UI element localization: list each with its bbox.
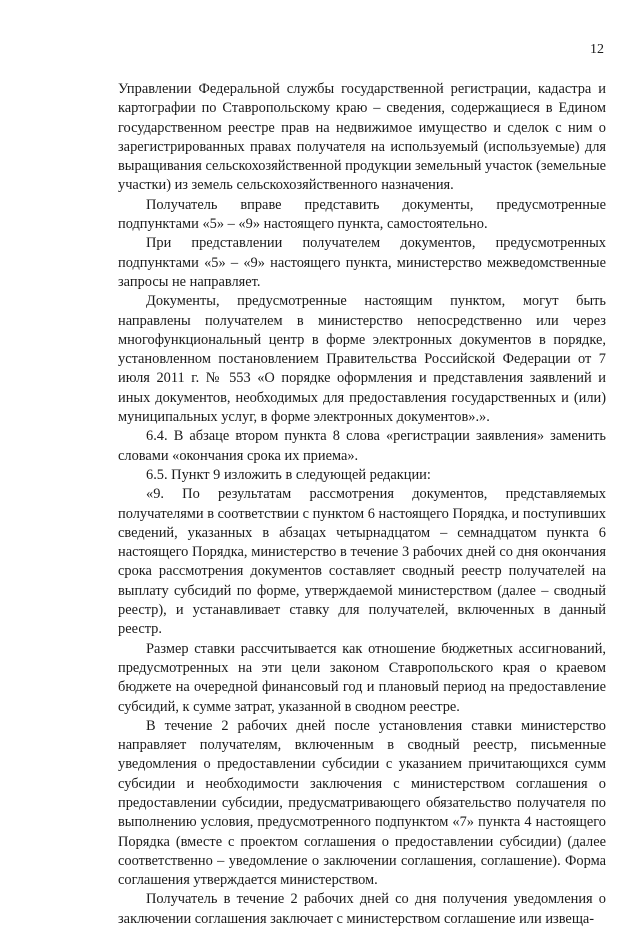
paragraph: Управлении Федеральной службы государственной регистрации, кадастра и картографии по Ставропольскому краю – сведения, содержащиеся в Едином государственном реестре прав на недвижимое имущество и сделок с ним о зарегистрированных правах получателя на используемый (используемые) для выращивания сельскохозяйственной продукции земельный участок (земельные участки) из земель сельскохозяйственного назначения.	[118, 81, 606, 194]
paragraph: Документы, предусмотренные настоящим пунктом, могут быть направлены получателем в министерство непосредственно или через многофункциональный центр в форме электронных документов в порядке, установленном постановлением Правительства Российской Федерации от 7 июля 2011 г. № 553 «О порядке оформления и представления заявлений и иных документов, необходимых для предоставления государственных и (или) муниципальных услуг, в форме электронных документов».».	[118, 293, 606, 426]
paragraph: В течение 2 рабочих дней после установления ставки министерство направляет получателям, включенным в сводный реестр, письменные уведомления о предоставлении субсидии с указанием причитающихся сумм субсидии и необходимости заключения с министерством соглашения о предоставлении субсидии, предусматривающего обязательство получателя по выполнению условия, предусмотренного подпунктом «7» пункта 4 настоящего Порядка (вместе с проектом соглашения о предоставлении субсидии) (далее соответственно – уведомление о заключении соглашения, соглашение). Форма соглашения утверждается министерством.	[118, 717, 606, 889]
paragraph: Размер ставки рассчитывается как отношение бюджетных ассигнований, предусмотренных на эти цели законом Ставропольского края о краевом бюджете на очередной финансовый год и плановый период на предоставление субсидий, к сумме затрат, указанной в сводном реестре.	[118, 640, 606, 715]
paragraph: 6.4. В абзаце втором пункта 8 слова «регистрации заявления» заменить словами «окончания срока их приема».	[118, 428, 606, 464]
paragraph: 6.5. Пункт 9 изложить в следующей редакции:	[146, 466, 431, 483]
paragraph: При представлении получателем документов, предусмотренных подпунктами «5» – «9» настоящего пункта, министерство межведомственные запросы не направляет.	[118, 235, 606, 290]
page-number: 12	[590, 42, 604, 57]
paragraph: «9. По результатам рассмотрения документов, представляемых получателями в соответствии с пунктом 6 настоящего Порядка, и поступивших сведений, указанных в абзацах четырнадцатом – семнадцатом пункта 6 настоящего Порядка, министерство в течение 3 рабочих дней со дня окончания срока рассмотрения документов составляет сводный реестр получателей на выплату субсидий по форме, утверждаемой министерством (далее – сводный реестр), и устанавливает ставку для получателей, включенных в данный реестр.	[118, 486, 606, 638]
paragraph: Получатель вправе представить документы, предусмотренные подпунктами «5» – «9» настоящего пункта, самостоятельно.	[118, 196, 606, 233]
document-body	[118, 80, 606, 929]
paragraph: Получатель в течение 2 рабочих дней со дня получения уведомления о заключении соглашения заключает с министерством соглашение или извеща-	[118, 891, 606, 927]
